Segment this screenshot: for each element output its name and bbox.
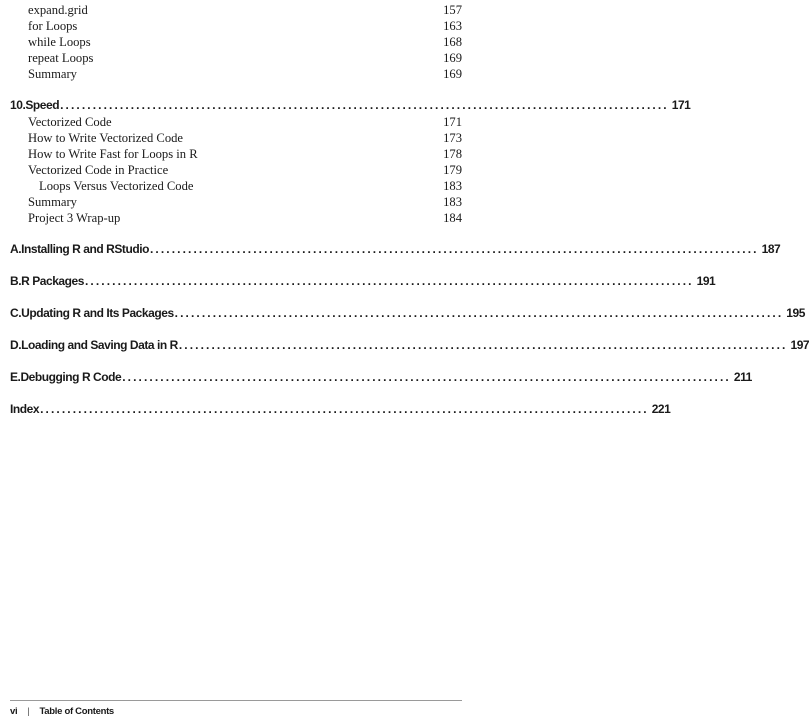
footer-section-label: Table of Contents: [39, 706, 114, 717]
toc-entry[interactable]: [10, 18, 462, 34]
entry-title: How to Write Vectorized Code: [28, 131, 184, 145]
entry-page: 178: [443, 147, 462, 161]
appendix-page: 191: [696, 274, 716, 288]
toc-entry[interactable]: [10, 162, 462, 178]
toc-page: [10, 0, 809, 720]
appendix-label: E.: [10, 370, 21, 384]
entry-title: Vectorized Code in Practice: [28, 163, 169, 177]
toc-entry[interactable]: [10, 66, 462, 82]
appendix-page: 211: [733, 370, 752, 384]
entry-page: 179: [443, 163, 462, 177]
dot-leader: ................................................................................................................: [149, 242, 759, 256]
appendix-label: B.: [10, 274, 22, 288]
toc-entry[interactable]: [10, 114, 462, 130]
toc-entry[interactable]: [10, 210, 462, 226]
entry-title: repeat Loops: [28, 51, 94, 65]
entry-title: Summary: [28, 67, 77, 81]
chapter-page: 171: [671, 98, 691, 112]
dot-leader: ................................................................................................................: [174, 306, 784, 320]
entry-title: for Loops: [28, 19, 78, 33]
appendix-title: R Packages: [21, 274, 84, 288]
appendix-label: A.: [10, 242, 22, 256]
entry-page: 157: [443, 3, 462, 17]
entry-page: 169: [443, 51, 462, 65]
page-footer: [10, 706, 114, 720]
toc-entry[interactable]: [10, 130, 462, 146]
entry-title: Project 3 Wrap-up: [28, 211, 121, 225]
appendix-d-heading[interactable]: [10, 336, 809, 354]
entry-page: 173: [443, 131, 462, 145]
dot-leader: ................................................................................................................: [178, 338, 788, 352]
entry-title: How to Write Fast for Loops in R: [28, 147, 198, 161]
footer-page-number: vi: [10, 706, 18, 717]
entry-page: 183: [443, 195, 462, 209]
entry-title: expand.grid: [28, 3, 88, 17]
dot-leader: ................................................................................................................: [85, 274, 694, 288]
entry-page: 171: [443, 115, 462, 129]
appendix-label: D.: [10, 338, 22, 352]
toc-entry[interactable]: [10, 2, 462, 18]
appendix-page: 197: [790, 338, 809, 352]
appendix-page: 187: [761, 242, 781, 256]
appendix-label: C.: [10, 306, 22, 320]
toc-entry[interactable]: [10, 194, 462, 210]
entry-page: 163: [443, 19, 462, 33]
appendix-page: 195: [786, 306, 805, 320]
entry-title: Loops Versus Vectorized Code: [39, 179, 194, 193]
footer-separator: |: [27, 706, 30, 717]
index-page: 221: [651, 402, 671, 416]
appendix-title: Loading and Saving Data in R: [21, 338, 178, 352]
toc-subentry[interactable]: [10, 178, 462, 194]
entry-title: while Loops: [28, 35, 91, 49]
appendix-title: Installing R and RStudio: [21, 242, 149, 256]
entry-title: Vectorized Code: [28, 115, 112, 129]
index-heading[interactable]: [10, 400, 671, 418]
appendix-b-heading[interactable]: [10, 272, 716, 290]
dot-leader: ................................................................................................................: [122, 370, 731, 384]
chapter-title: Speed: [25, 98, 60, 112]
appendix-a-heading[interactable]: [10, 240, 781, 258]
toc-entry[interactable]: [10, 34, 462, 50]
appendix-c-heading[interactable]: [10, 304, 805, 322]
chapter-10-heading[interactable]: [10, 96, 691, 114]
appendix-title: Debugging R Code: [20, 370, 122, 384]
index-title: Index: [10, 402, 40, 416]
chapter-number: 10.: [10, 98, 26, 112]
appendix-e-heading[interactable]: [10, 368, 752, 386]
dot-leader: ................................................................................................................: [60, 98, 669, 112]
entry-page: 183: [443, 179, 462, 193]
toc-entry[interactable]: [10, 50, 462, 66]
entry-page: 168: [443, 35, 462, 49]
entry-page: 184: [443, 211, 462, 225]
dot-leader: ................................................................................................................: [40, 402, 649, 416]
entry-title: Summary: [28, 195, 77, 209]
entry-page: 169: [443, 67, 462, 81]
appendix-title: Updating R and Its Packages: [21, 306, 174, 320]
footer-divider: [10, 700, 462, 701]
toc-entry[interactable]: [10, 146, 462, 162]
